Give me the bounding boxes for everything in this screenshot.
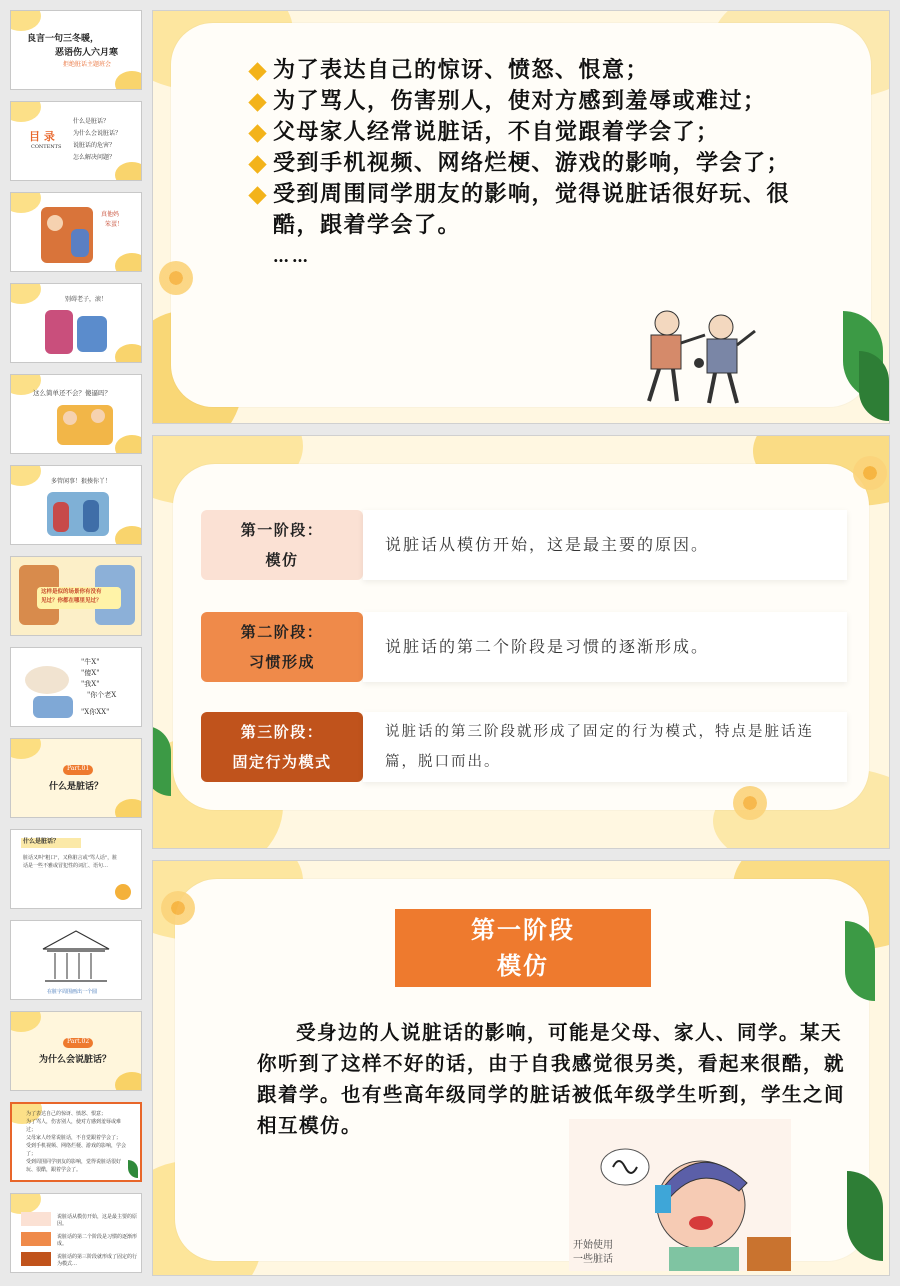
- thumb-line-3: 父母家人经常说脏话，不自觉跟着学会了；: [26, 1135, 122, 1141]
- stage-label: [201, 612, 363, 682]
- slide-thumbnail-2[interactable]: [10, 101, 142, 181]
- thought-bubble: [25, 666, 69, 694]
- cartoon-illustration: [57, 405, 113, 445]
- thumb-word-3: "我X": [81, 680, 100, 688]
- stage-subtitle: 模仿: [497, 951, 549, 980]
- thumb-line-1: 为了表达自己的惊讶、愤怒、恨意；: [26, 1111, 107, 1117]
- stage-subtitle: 模仿: [265, 551, 299, 569]
- emoji-icon: [115, 884, 131, 900]
- decoration: [10, 738, 41, 759]
- thumb-toc-item-2: 为什么会说脏话？: [73, 130, 122, 137]
- thumb-word-2: "傻X": [81, 669, 100, 677]
- slide-reasons: [152, 10, 890, 424]
- thumb-line-5: 受到周围同学朋友的影响，觉得说脏话很好玩、很酷，跟着学会了。: [26, 1159, 122, 1173]
- angry-child-illustration: [569, 1119, 791, 1271]
- thumb-bubble-line-1: 真他妈: [101, 211, 120, 218]
- thumb-desc-1: 说脏话从模仿开始，这是最主要的原因。: [57, 1214, 138, 1227]
- thumb-toc-item-3: 说脏话的危害？: [73, 142, 116, 149]
- thumb-desc-3: 说脏话的第三阶段就形成了固定的行为模式…: [57, 1254, 138, 1267]
- thumb-part-label: Part.01: [67, 765, 90, 772]
- stage-description: 说脏话的第二个阶段是习惯的逐渐形成。: [363, 612, 847, 682]
- reason-item: [249, 55, 809, 86]
- decoration: [10, 10, 41, 31]
- slide-thumbnail-14[interactable]: [10, 1193, 142, 1273]
- cartoon-figure: [77, 316, 107, 352]
- cartoon-figure: [71, 229, 89, 257]
- bullet-icon: [248, 62, 266, 80]
- cartoon-face: [47, 215, 63, 231]
- reason-text: 受到周围同学朋友的影响，觉得说脏话很好玩、很酷，跟着学会了。: [273, 181, 791, 238]
- thumb-title-line-1: 良言一句三冬暖，: [27, 34, 100, 44]
- reason-item: [249, 148, 809, 179]
- stage-name: 第一阶段：: [240, 521, 324, 539]
- cartoon-figure: [83, 500, 99, 532]
- cartoon-face: [91, 409, 105, 423]
- slide-thumbnail-5[interactable]: [10, 374, 142, 454]
- decoration: [10, 101, 41, 122]
- thumb-section-title: 为什么会说脏话？: [39, 1055, 112, 1065]
- thumb-title-line-2: 恶语伤人六月寒: [55, 48, 119, 58]
- thumb-subtitle: 拒绝脏话主题班会: [63, 61, 112, 68]
- decoration: [115, 71, 142, 90]
- slide-thumbnail-11[interactable]: [10, 920, 142, 1000]
- caption-line: 一些脏话: [573, 1254, 613, 1265]
- thumb-toc-title: 目 录: [29, 130, 55, 143]
- leaf-decoration: [152, 726, 171, 796]
- slide-thumbnail-4[interactable]: [10, 283, 142, 363]
- stage-label: [201, 712, 363, 782]
- thumb-desc-2: 说脏话的第二个阶段是习惯的逐渐形成。: [57, 1234, 138, 1247]
- thumb-caption: 在脏字周围画出一个圆: [47, 989, 98, 995]
- stage-chip: [21, 1252, 51, 1266]
- ellipsis-text: ……: [273, 247, 311, 266]
- slide-thumbnail-3[interactable]: [10, 192, 142, 272]
- decoration: [115, 344, 142, 363]
- bullet-icon: [248, 124, 266, 142]
- stage-subtitle: 固定行为模式: [232, 753, 332, 771]
- thumb-toc-item-1: 什么是脏话？: [73, 118, 110, 125]
- leaf-decoration: [128, 1160, 138, 1178]
- decoration: [10, 1011, 41, 1032]
- thumb-word-4: "你个老X: [87, 691, 117, 699]
- stage-row-2: [201, 612, 847, 682]
- stage-name: 第二阶段：: [240, 623, 324, 641]
- slide-thumbnail-7[interactable]: [10, 556, 142, 636]
- thumb-body: 脏话又叫"粗口"，又称脏言或"骂人话"，脏话是一些不雅或冒犯性的词汇、语句…: [23, 855, 118, 869]
- thumb-word-5: "X你XX": [81, 708, 110, 716]
- stage-row-3: [201, 712, 847, 782]
- slide-thumbnail-6[interactable]: [10, 465, 142, 545]
- stage-chip: [21, 1212, 51, 1226]
- image-caption: [573, 1239, 613, 1267]
- thumb-header: 什么是脏话？: [23, 838, 60, 845]
- thumb-section-title: 什么是脏话？: [49, 782, 104, 792]
- decoration: [115, 526, 142, 545]
- reason-item: [249, 117, 809, 148]
- slide-thumbnail-1[interactable]: [10, 10, 142, 90]
- reason-item: [249, 86, 809, 117]
- leaf-decoration: [859, 351, 889, 421]
- stage-row-1: [201, 510, 847, 580]
- reason-item: [249, 179, 793, 241]
- flower-decoration: [853, 456, 887, 490]
- bullet-icon: [248, 93, 266, 111]
- caption-line: 开始使用: [573, 1240, 613, 1251]
- decoration: [115, 1072, 142, 1091]
- reason-text: 为了骂人，伤害别人，使对方感到羞辱或难过；: [273, 88, 767, 114]
- thumb-line-2: 为了骂人，伤害别人，使对方感到羞辱或难过；: [26, 1119, 122, 1133]
- fighting-children-illustration: [625, 301, 765, 411]
- slide-thumbnail-8[interactable]: [10, 647, 142, 727]
- flower-decoration: [159, 261, 193, 295]
- stage-label: [201, 510, 363, 580]
- stage-title-box: [395, 909, 651, 987]
- thumb-toc-item-4: 怎么解决问题？: [73, 154, 116, 161]
- stage-paragraph: 受身边的人说脏话的影响，可能是父母、家人、同学。某天你听到了这样不好的话，由于自我感觉很另类，看起来很酷，就跟着学。也有些高年级同学的脏话被低年级学生听到，学生之间相互模仿。: [257, 1021, 846, 1137]
- decoration: [10, 1193, 41, 1214]
- slide-stages: [152, 435, 890, 849]
- flower-decoration: [161, 891, 195, 925]
- decoration: [115, 435, 142, 454]
- stage-title: 第一阶段: [471, 915, 575, 944]
- decoration: [10, 192, 41, 213]
- thumb-caption-line-1: 这样是似的场景你有没有: [41, 589, 102, 595]
- decoration: [10, 283, 41, 304]
- thumb-toc-subtitle: CONTENTS: [31, 144, 62, 150]
- decoration: [115, 799, 142, 818]
- decoration: [10, 465, 41, 486]
- cartoon-illustration: [33, 696, 73, 718]
- stage-description: 说脏话的第三阶段就形成了固定的行为模式，特点是脏话连篇，脱口而出。: [363, 712, 847, 782]
- reason-text: 父母家人经常说脏话，不自觉跟着学会了；: [273, 119, 720, 145]
- slide-thumbnail-12[interactable]: [10, 1011, 142, 1091]
- stage-name: 第三阶段：: [240, 723, 324, 741]
- decoration: [115, 253, 142, 272]
- reason-text: 为了表达自己的惊讶、愤怒、恨意；: [273, 57, 650, 83]
- thumb-part-label: Part.02: [67, 1038, 90, 1045]
- thumb-bubble-line-2: 笨蛋！: [105, 221, 124, 228]
- bullet-icon: [248, 155, 266, 173]
- reason-list: [249, 55, 809, 272]
- thumb-caption-line-2: 见过？你都在哪里见过？: [41, 598, 102, 604]
- thumb-caption: 别碍老子，滚！: [65, 296, 108, 303]
- bullet-icon: [248, 186, 266, 204]
- stage-description: 说脏话从模仿开始，这是最主要的原因。: [363, 510, 847, 580]
- cartoon-face: [63, 411, 77, 425]
- decoration: [115, 162, 142, 181]
- slide-thumbnail-9[interactable]: [10, 738, 142, 818]
- thumb-caption: 这么简单还不会？傻逼吗？: [33, 389, 111, 397]
- cartoon-illustration: [45, 310, 73, 354]
- thumb-line-4: 受到手机视频、网络烂梗、游戏的影响，学会了；: [26, 1143, 127, 1157]
- stage-subtitle: 习惯形成: [248, 653, 315, 671]
- stage-chip: [21, 1232, 51, 1246]
- slide-thumbnail-13[interactable]: [10, 1102, 142, 1182]
- building-sketch-icon: [41, 929, 111, 985]
- cartoon-figure: [53, 502, 69, 532]
- thumb-word-1: "牛X": [81, 658, 100, 666]
- thumb-caption: 多管闲事！狠揍你丫！: [51, 478, 112, 485]
- slide-thumbnail-10[interactable]: [10, 829, 142, 909]
- reason-text: 受到手机视频、网络烂梗、游戏的影响，学会了；: [273, 150, 791, 176]
- flower-decoration: [733, 786, 767, 820]
- slide-stage-one: [152, 860, 890, 1276]
